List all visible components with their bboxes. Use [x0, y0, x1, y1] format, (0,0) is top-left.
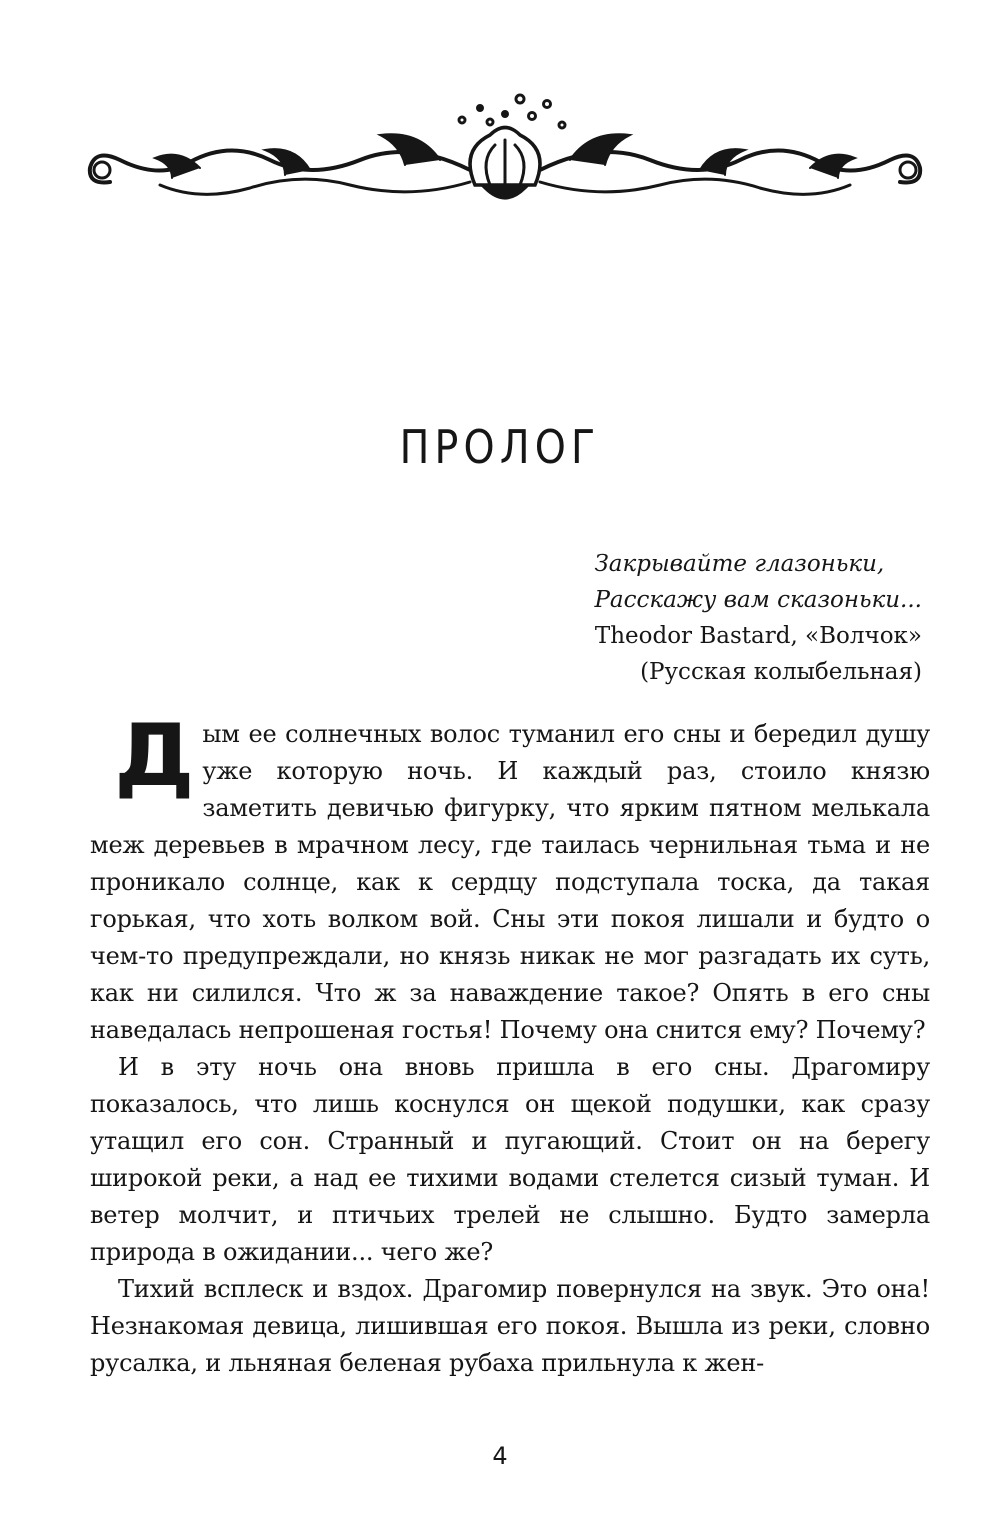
epigraph-subtitle: (Русская колыбельная) — [640, 659, 922, 685]
epigraph-line-1: Закрывайте глазоньки, — [594, 551, 885, 577]
paragraph-2: И в эту ночь она вновь пришла в его сны. Драгомиру показалось, что лишь коснулся он щекой подушки, как сразу утащил его сон. Странный и пугающий. Стоит он на берегу широкой реки, а над ее тихими водами стелется сизый туман. И ветер молчит, и птичьих трелей не слышно. Будто замерла природа в ожидании... чего же? — [90, 1053, 930, 1266]
drop-cap: Д — [114, 706, 195, 806]
decorative-ornament — [80, 90, 930, 220]
paragraph-1 — [90, 706, 930, 1049]
body-text — [90, 706, 930, 1382]
page-number: 4 — [492, 1442, 508, 1470]
paragraph-3: Тихий всплеск и вздох. Драгомир повернулся на звук. Это она! Незнакомая девица, лишившая его покоя. Вышла из реки, словно русалка, и льняная беленая рубаха прильнула к жен- — [90, 1275, 930, 1377]
epigraph — [594, 546, 922, 690]
epigraph-line-2: Расскажу вам сказоньки... — [594, 587, 922, 613]
epigraph-attribution: Theodor Bastard, «Волчок» — [594, 623, 922, 649]
chapter-title: ПРОЛОГ — [399, 420, 601, 474]
paragraph-1-text: ым ее солнечных волос туманил его сны и бередил душу уже которую ночь. И каждый раз, стоило князю заметить девичью фигурку, что ярким пятном мелькала меж деревьев в мрачном лесу, где таилась чернильная тьма и не проникало солнце, как к сердцу подступала тоска, да такая горькая, что хоть волком вой. Сны эти покоя лишали и будто о чем-то предупреждали, но князь никак не мог разгадать их суть, как ни силился. Что ж за наваждение такое? Опять в его сны наведалась непрошеная гостья! Почему она снится ему? Почему? — [90, 720, 930, 1044]
